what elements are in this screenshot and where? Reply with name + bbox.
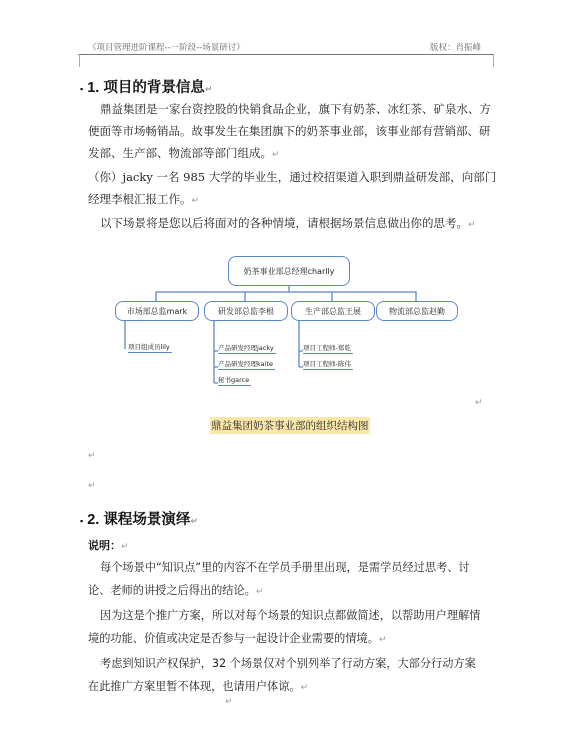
s1-p1-line2: 便面等市场畅销品。故事发生在集团旗下的奶茶事业部，该事业部有营销部、研 bbox=[88, 124, 491, 138]
section-1-title: 1. 项目的背景信息 bbox=[87, 80, 205, 96]
org-member: 产品研发经理kaite bbox=[218, 360, 273, 368]
s1-p2-line1: （你）jacky 一名 985 大学的毕业生，通过校招渠道入职到鼎益研发部，向部门 bbox=[88, 170, 497, 184]
bullet-icon: ▪ bbox=[80, 84, 84, 94]
header-left: 《项目管理进阶课程--一阶段--场景研讨》 bbox=[88, 43, 245, 53]
s2-p1-line1: 每个场景中“知识点”里的内容不在学员手册里出现，是需学员经过思考、讨 bbox=[100, 561, 470, 574]
para-mark: ↵ bbox=[475, 398, 483, 408]
section-2-heading: ▪ 2. 课程场景演绎↵ bbox=[80, 512, 198, 528]
s1-p2-line2: 经理李根汇报工作。↵ bbox=[88, 192, 200, 206]
note-label: 说明：↵ bbox=[88, 539, 129, 552]
org-dept-logistics: 物流部总监赵勤 bbox=[376, 301, 458, 321]
s1-p1-line3: 发部、生产部、物流部等部门组成。↵ bbox=[88, 146, 280, 160]
org-member: 项目组成员lily bbox=[128, 343, 170, 351]
org-member: 项目工程师-陈伟 bbox=[303, 360, 351, 368]
s2-p2-line1: 因为这是个推广方案，所以对每个场景的知识点都做简述，以帮助用户理解情 bbox=[100, 609, 481, 622]
bullet-icon: ▪ bbox=[80, 516, 84, 526]
org-root-box: 奶茶事业部总经理charlly bbox=[228, 256, 350, 286]
org-member: 秘书garce bbox=[218, 376, 250, 384]
org-chart-caption: 鼎益集团奶茶事业部的组织结构图 bbox=[210, 417, 370, 434]
section-1-heading: ▪ 1. 项目的背景信息↵ bbox=[80, 80, 213, 96]
s2-p2-line2: 境的功能、价值或决定是否参与一起设计企业需要的情境。↵ bbox=[88, 632, 387, 645]
section-2-title: 2. 课程场景演绎 bbox=[87, 512, 191, 528]
header-right: 版权：肖振峰 bbox=[430, 43, 482, 53]
org-member: 产品研发经理jacky bbox=[218, 344, 274, 352]
para-mark: ↵ bbox=[225, 697, 233, 707]
org-dept-rnd: 研发部总监李根 bbox=[204, 301, 288, 321]
para-mark: ↵ bbox=[88, 451, 96, 461]
s2-p3-line2: 在此推广方案里暂不体现，也请用户体谅。↵ bbox=[88, 680, 309, 693]
para-mark: ↵ bbox=[88, 481, 96, 491]
section-2-body bbox=[88, 556, 508, 700]
s1-p3: 以下场景将是您以后将面对的各种情境，请根据场景信息做出你的思考。↵ bbox=[100, 216, 476, 230]
s1-p1-line1: 鼎益集团是一家台资控股的快销食品企业，旗下有奶茶、冰红茶、矿泉水、方 bbox=[100, 102, 491, 116]
org-dept-production: 生产部总监王展 bbox=[291, 301, 375, 321]
s2-p1-line2: 论、老师的讲授之后得出的结论。↵ bbox=[88, 584, 264, 597]
s2-p3-line1: 考虑到知识产权保护，32 个场景仅对个别列举了行动方案，大部分行动方案 bbox=[100, 657, 476, 670]
org-dept-marketing: 市场部总监mark bbox=[115, 301, 199, 321]
org-member: 项目工程师-郑乾 bbox=[303, 344, 351, 352]
